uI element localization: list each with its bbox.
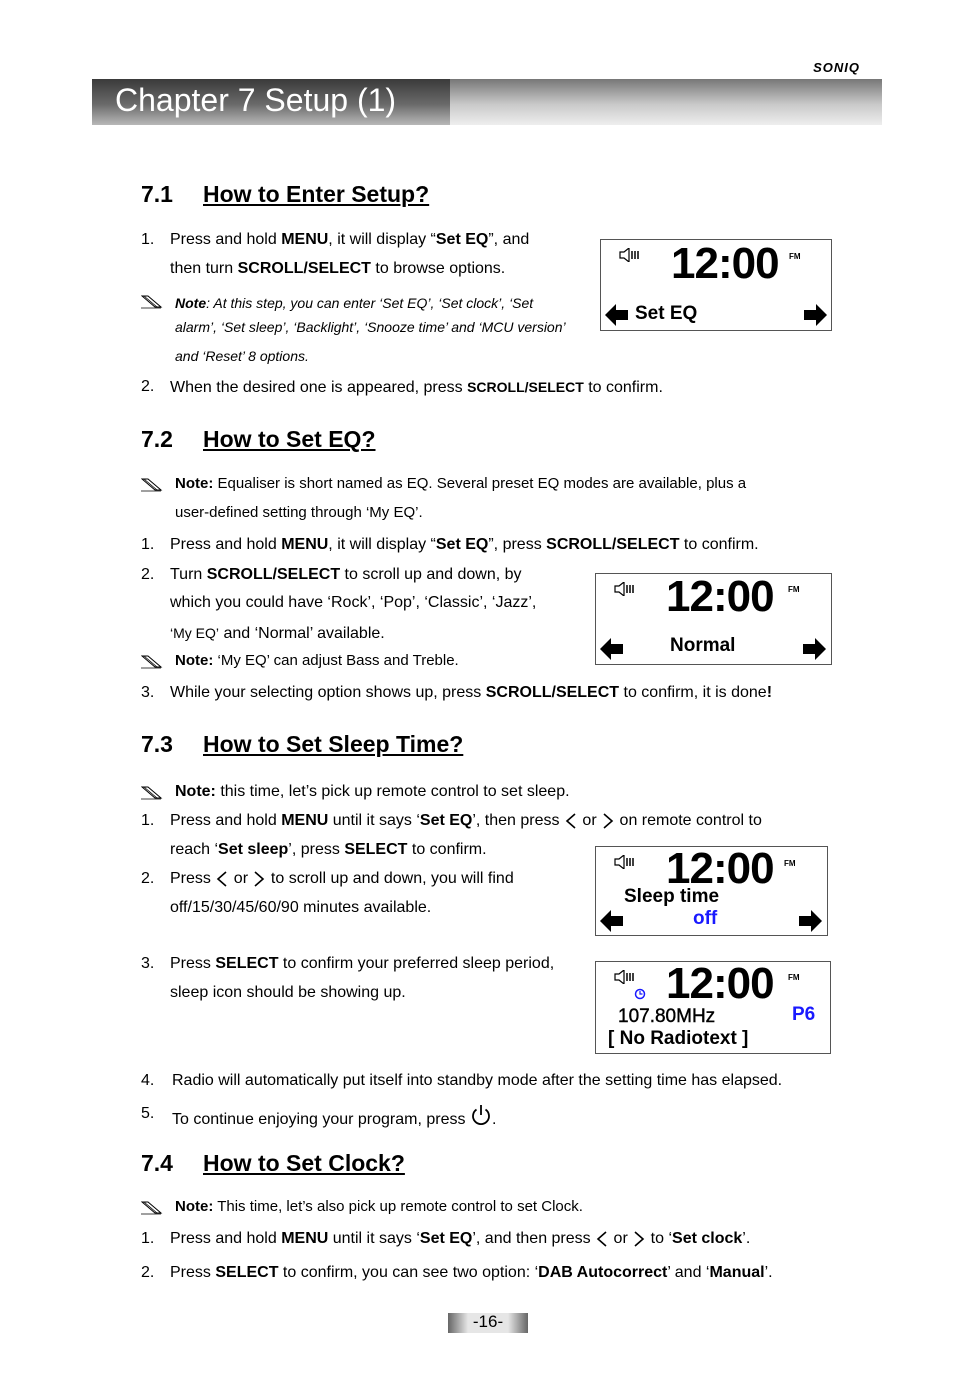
text: or bbox=[609, 1230, 633, 1247]
speaker-icon bbox=[614, 582, 636, 596]
text: ’. bbox=[742, 1230, 751, 1247]
lcd-time: 12:00 bbox=[666, 572, 774, 621]
list-number: 2. bbox=[141, 1264, 155, 1281]
speaker-icon bbox=[614, 855, 636, 869]
note-label: Note: bbox=[175, 1198, 214, 1215]
text: ’, press bbox=[288, 841, 345, 858]
keyword-scroll-select: SCROLL/SELECT bbox=[546, 536, 680, 553]
brand-logo: SONIQ bbox=[813, 60, 860, 75]
speaker-icon bbox=[619, 248, 641, 262]
arrow-right-icon bbox=[803, 304, 827, 326]
text: to confirm, it is done bbox=[619, 684, 767, 701]
text: until it says ‘ bbox=[328, 812, 420, 829]
lcd-display-radio bbox=[595, 961, 831, 1054]
text: Press bbox=[170, 870, 216, 887]
text: : At this step, you can enter ‘Set EQ’, ‘Set clock’, ‘Set bbox=[206, 295, 534, 311]
lcd-preset: P6 bbox=[792, 1004, 816, 1025]
section-number: 7.3 bbox=[141, 731, 173, 757]
arrow-right-icon bbox=[798, 910, 822, 932]
chevron-right-icon bbox=[632, 1230, 646, 1248]
lcd-display-set-eq bbox=[600, 239, 832, 331]
keyword-scroll-select: SCROLL/SELECT bbox=[485, 684, 620, 701]
section-number: 7.4 bbox=[141, 1150, 173, 1176]
keyword-select: SELECT bbox=[344, 841, 408, 858]
note-line bbox=[175, 1198, 583, 1216]
list-number: 1. bbox=[141, 812, 155, 829]
text: ’, then press bbox=[472, 812, 564, 829]
text: ! bbox=[766, 684, 773, 701]
text: to confirm. bbox=[679, 536, 759, 553]
keyword-manual: Manual bbox=[709, 1264, 765, 1281]
list-number: 1. bbox=[141, 231, 155, 248]
keyword-menu: MENU bbox=[281, 536, 329, 553]
chevron-right-icon bbox=[601, 812, 615, 830]
power-icon bbox=[470, 1104, 492, 1126]
list-item-text bbox=[170, 683, 772, 703]
text: and ‘Normal’ available. bbox=[219, 625, 385, 642]
text: to scroll up and down, you will find bbox=[266, 870, 514, 887]
lcd-time: 12:00 bbox=[671, 239, 779, 288]
keyword-select: SELECT bbox=[215, 955, 279, 972]
list-number: 3. bbox=[141, 684, 155, 701]
pencil-note-icon bbox=[141, 295, 163, 309]
chevron-right-icon bbox=[252, 870, 266, 888]
list-number: 2. bbox=[141, 378, 155, 395]
text: ”, press bbox=[488, 536, 547, 553]
keyword-set-clock: Set clock bbox=[672, 1230, 743, 1247]
pencil-note-icon bbox=[141, 655, 163, 669]
list-item-text bbox=[170, 869, 514, 889]
keyword-scroll-select: SCROLL/SELECT bbox=[206, 566, 341, 583]
list-number: 1. bbox=[141, 536, 155, 553]
keyword-menu: MENU bbox=[281, 812, 329, 829]
note-line: user-defined setting through ‘My EQ’. bbox=[175, 504, 423, 521]
list-number: 1. bbox=[141, 1230, 155, 1247]
text: ‘My EQ’ can adjust Bass and Treble. bbox=[213, 652, 459, 669]
lcd-label: Normal bbox=[670, 635, 736, 656]
text: Press and hold bbox=[170, 812, 282, 829]
chevron-left-icon bbox=[595, 1230, 609, 1248]
list-item-text bbox=[170, 377, 663, 398]
text: While your selecting option shows up, press bbox=[170, 684, 486, 701]
text: this time, let’s pick up remote control to set sleep. bbox=[215, 783, 570, 800]
lcd-label: Sleep time bbox=[624, 886, 720, 907]
note-line bbox=[175, 652, 459, 670]
lcd-frequency: 107.80MHz bbox=[618, 1006, 716, 1027]
text: to ‘ bbox=[646, 1230, 673, 1247]
arrow-left-icon bbox=[600, 638, 624, 660]
arrow-right-icon bbox=[802, 638, 826, 660]
list-item-text: sleep icon should be showing up. bbox=[170, 984, 406, 1001]
list-item-text bbox=[170, 840, 487, 860]
text: to confirm your preferred sleep period, bbox=[278, 955, 555, 972]
text: or bbox=[229, 870, 253, 887]
section-number: 7.2 bbox=[141, 426, 173, 452]
list-item-text: Radio will automatically put itself into standby mode after the setting time has elapsed. bbox=[172, 1072, 783, 1089]
text: to scroll up and down, by bbox=[340, 566, 522, 583]
lcd-time: 12:00 bbox=[666, 844, 774, 893]
speaker-icon bbox=[614, 970, 636, 984]
list-number: 5. bbox=[141, 1105, 155, 1122]
keyword-menu: MENU bbox=[281, 231, 329, 248]
text: ”, and bbox=[488, 231, 530, 248]
text: Press and hold bbox=[170, 1230, 282, 1247]
keyword-set-eq: Set EQ bbox=[435, 231, 489, 248]
list-number: 3. bbox=[141, 955, 155, 972]
text: When the desired one is appeared, press bbox=[170, 379, 468, 396]
chapter-title: Chapter 7 Setup (1) bbox=[115, 82, 397, 118]
text: Press and hold bbox=[170, 231, 282, 248]
list-item-text bbox=[170, 230, 529, 250]
section-title: How to Set Sleep Time? bbox=[203, 731, 464, 757]
list-number: 4. bbox=[141, 1072, 155, 1089]
text: to browse options. bbox=[370, 260, 506, 277]
list-item-text bbox=[170, 259, 505, 279]
text: Press bbox=[170, 1264, 216, 1281]
text: , it will display “ bbox=[328, 231, 436, 248]
text: . bbox=[491, 1111, 497, 1128]
section-heading-7-2 bbox=[141, 426, 376, 453]
note-line: alarm’, ‘Set sleep’, ‘Backlight’, ‘Snooze time’ and ‘MCU version’ bbox=[175, 319, 566, 335]
text: Equaliser is short named as EQ. Several preset EQ modes are available, plus a bbox=[213, 475, 747, 492]
list-item-text bbox=[172, 1104, 496, 1130]
keyword-set-eq: Set EQ bbox=[419, 812, 473, 829]
section-number: 7.1 bbox=[141, 181, 173, 207]
note-label: Note: bbox=[175, 652, 214, 669]
chevron-left-icon bbox=[215, 870, 229, 888]
arrow-left-icon bbox=[600, 910, 624, 932]
list-item-text: which you could have ‘Rock’, ‘Pop’, ‘Classic’, ‘Jazz’, bbox=[170, 594, 537, 611]
section-title: How to Set EQ? bbox=[203, 426, 376, 452]
note-line bbox=[175, 783, 570, 801]
lcd-label: Set EQ bbox=[635, 303, 698, 324]
text: to confirm, you can see two option: ‘ bbox=[278, 1264, 539, 1281]
section-heading-7-1 bbox=[141, 181, 429, 208]
pencil-note-icon bbox=[141, 478, 163, 492]
lcd-time: 12:00 bbox=[666, 959, 774, 1008]
page-number: -16- bbox=[472, 1312, 504, 1331]
note-line bbox=[175, 475, 746, 493]
text: then turn bbox=[170, 260, 238, 277]
note-label: Note bbox=[175, 295, 207, 311]
keyword-set-eq: Set EQ bbox=[419, 1230, 473, 1247]
keyword-set-sleep: Set sleep bbox=[218, 841, 289, 858]
text: Press and hold bbox=[170, 536, 282, 553]
text: or bbox=[577, 812, 602, 829]
list-item-text bbox=[170, 623, 385, 644]
list-number: 2. bbox=[141, 566, 155, 583]
chevron-left-icon bbox=[564, 812, 578, 830]
lcd-value: off bbox=[693, 908, 718, 929]
text: Turn bbox=[170, 566, 207, 583]
lcd-display-normal bbox=[595, 573, 832, 665]
lcd-radiotext: [ No Radiotext ] bbox=[608, 1028, 749, 1049]
note-label: Note: bbox=[175, 783, 216, 800]
lcd-fm-indicator: FM bbox=[784, 859, 796, 868]
list-number: 2. bbox=[141, 870, 155, 887]
text: ‘My EQ’ bbox=[170, 625, 219, 641]
list-item bbox=[141, 230, 154, 250]
lcd-fm-indicator: FM bbox=[789, 252, 801, 261]
list-item-text bbox=[170, 565, 522, 585]
list-item-text bbox=[170, 954, 554, 974]
keyword-set-eq: Set EQ bbox=[435, 536, 489, 553]
arrow-left-icon bbox=[605, 304, 629, 326]
section-title: How to Set Clock? bbox=[203, 1150, 405, 1176]
text: on remote control to bbox=[615, 812, 762, 829]
keyword-dab-autocorrect: DAB Autocorrect bbox=[538, 1264, 668, 1281]
lcd-fm-indicator: FM bbox=[788, 973, 800, 982]
text: ’ and ‘ bbox=[667, 1264, 710, 1281]
text: until it says ‘ bbox=[328, 1230, 420, 1247]
list-item-text bbox=[170, 1263, 773, 1283]
section-title: How to Enter Setup? bbox=[203, 181, 430, 207]
keyword-select: SELECT bbox=[215, 1264, 279, 1281]
keyword-scroll-select: SCROLL/SELECT bbox=[467, 379, 584, 395]
sleep-clock-icon bbox=[634, 988, 646, 1000]
text: This time, let’s also pick up remote control to set Clock. bbox=[213, 1198, 583, 1215]
list-item-text: off/15/30/45/60/90 minutes available. bbox=[170, 899, 432, 916]
keyword-menu: MENU bbox=[281, 1230, 329, 1247]
text: to confirm. bbox=[407, 841, 487, 858]
text: , it will display “ bbox=[328, 536, 436, 553]
lcd-fm-indicator: FM bbox=[788, 585, 800, 594]
section-heading-7-3 bbox=[141, 731, 463, 758]
note-line bbox=[175, 294, 533, 312]
list-item-text bbox=[170, 1229, 750, 1249]
note-label: Note: bbox=[175, 475, 214, 492]
section-heading-7-4 bbox=[141, 1150, 405, 1177]
list-item-text bbox=[170, 811, 762, 831]
text: ’. bbox=[764, 1264, 773, 1281]
text: reach ‘ bbox=[170, 841, 219, 858]
pencil-note-icon bbox=[141, 1201, 163, 1215]
keyword-scroll-select: SCROLL/SELECT bbox=[237, 260, 371, 277]
text: ’, and then press bbox=[472, 1230, 596, 1247]
lcd-display-sleep-time bbox=[595, 846, 828, 936]
text: Press bbox=[170, 955, 216, 972]
note-line: and ‘Reset’ 8 options. bbox=[175, 348, 309, 364]
text: To continue enjoying your program, press bbox=[172, 1111, 470, 1128]
pencil-note-icon bbox=[141, 786, 163, 800]
list-item-text bbox=[170, 535, 759, 555]
text: to confirm. bbox=[583, 379, 663, 396]
